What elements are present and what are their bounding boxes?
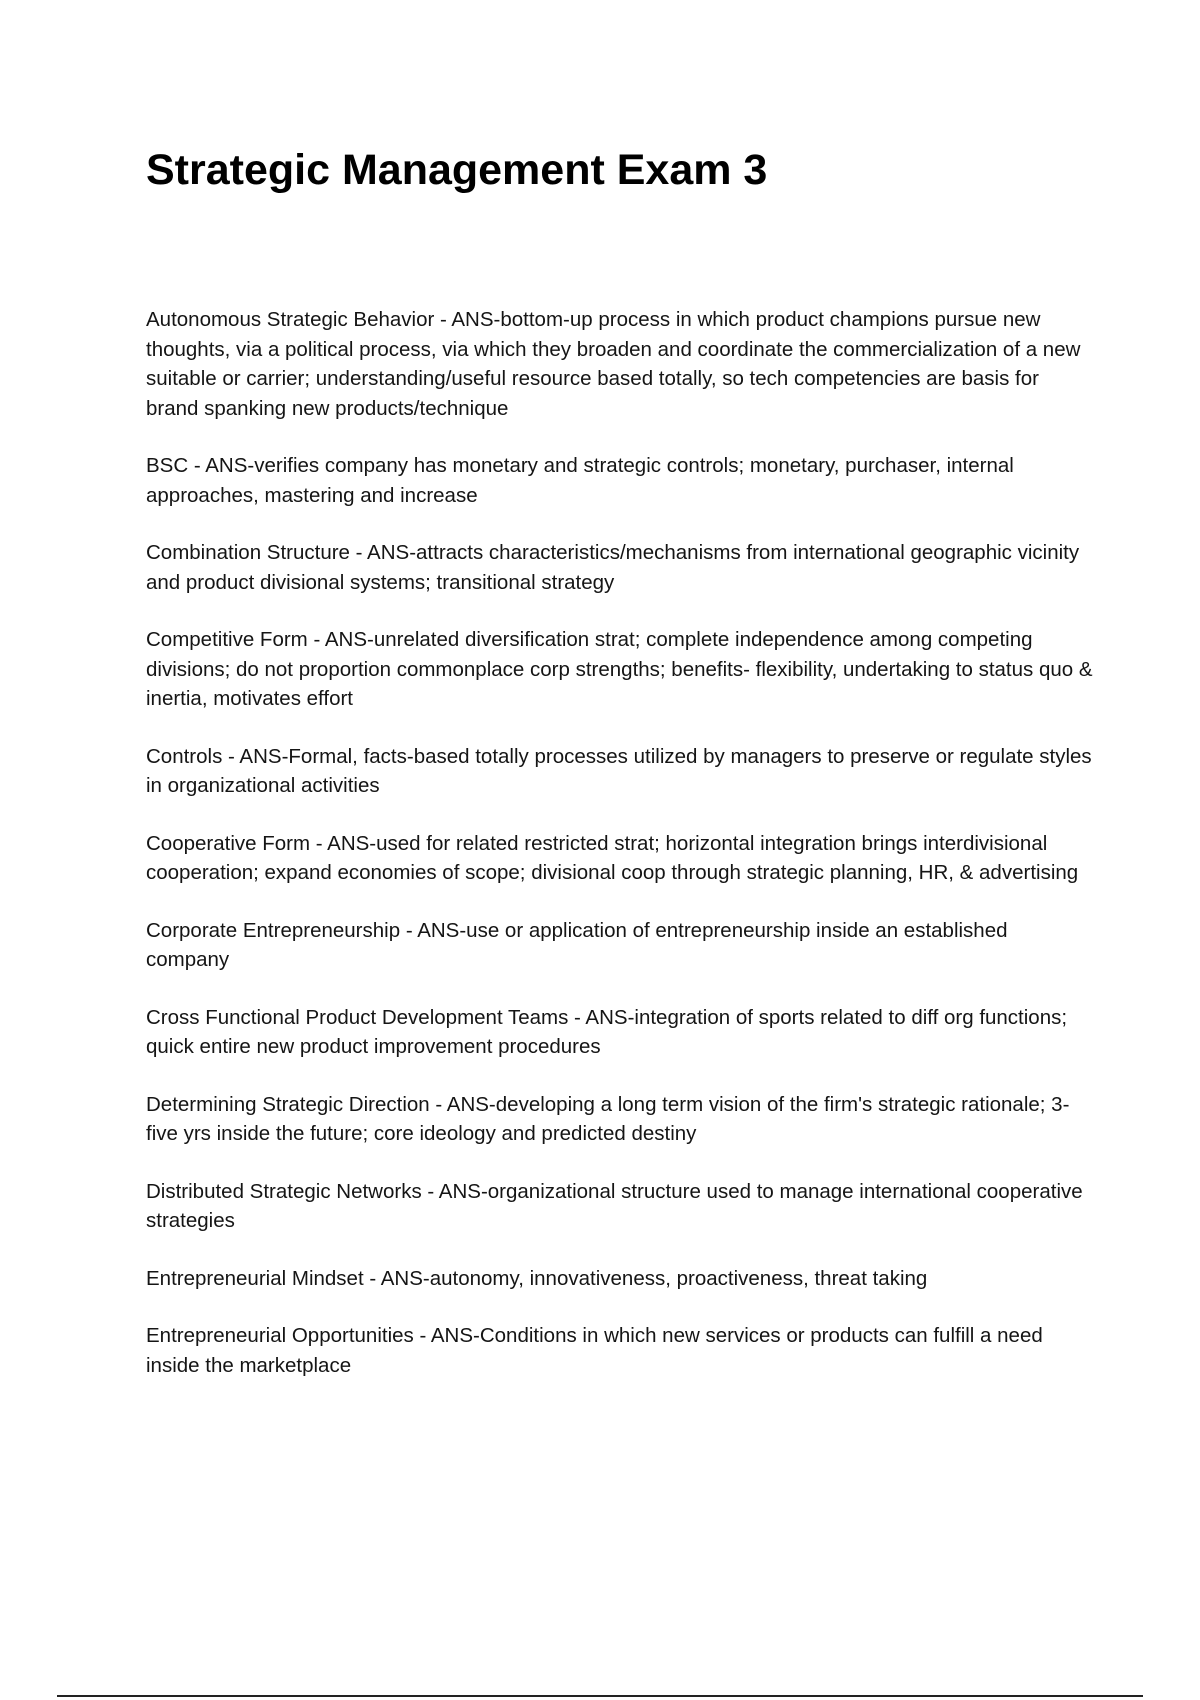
definition-entry: BSC - ANS-verifies company has monetary and strategic controls; monetary, purchaser, internal approaches, mastering and increase [146,454,1014,507]
definition-entry: Entrepreneurial Mindset - ANS-autonomy, innovativeness, proactiveness, threat taking [146,1266,928,1290]
definition-entry: Cross Functional Product Development Teams - ANS-integration of sports related to diff org functions; quick entire new product improvement procedures [146,1005,1068,1058]
document-title: Strategic Management Exam 3 [146,146,768,194]
page-bottom-rule [57,1695,1143,1697]
definition-entry: Entrepreneurial Opportunities - ANS-Conditions in which new services or products can fulfill a need inside the marketplace [146,1324,1043,1377]
definition-entry: Determining Strategic Direction - ANS-developing a long term vision of the firm's strategic rationale; 3-five yrs inside the future; core ideology and predicted destiny [146,1092,1070,1145]
definition-entry: Cooperative Form - ANS-used for related restricted strat; horizontal integration brings interdivisional cooperation; expand economies of scope; divisional coop through strategic planning, HR, & advertising [146,831,1079,884]
definition-entry: Corporate Entrepreneurship - ANS-use or application of entrepreneurship inside an established company [146,918,1008,971]
definition-entry: Autonomous Strategic Behavior - ANS-bottom-up process in which product champions pursue new thoughts, via a political process, via which they broaden and coordinate the commercialization of a new suitable or carrier; understanding/useful resource based totally, so tech competencies are basis for brand spanking new products/technique [146,308,1081,420]
definition-entry: Controls - ANS-Formal, facts-based totally processes utilized by managers to preserve or regulate styles in organizational activities [146,744,1092,797]
definition-entry: Competitive Form - ANS-unrelated diversification strat; complete independence among competing divisions; do not proportion commonplace corp strengths; benefits- flexibility, undertaking to status quo & inertia, motivates effort [146,628,1093,710]
definition-list [146,305,1096,1408]
definition-entry: Combination Structure - ANS-attracts characteristics/mechanisms from international geographic vicinity and product divisional systems; transitional strategy [146,541,1080,594]
definition-entry: Distributed Strategic Networks - ANS-organizational structure used to manage international cooperative strategies [146,1179,1083,1232]
